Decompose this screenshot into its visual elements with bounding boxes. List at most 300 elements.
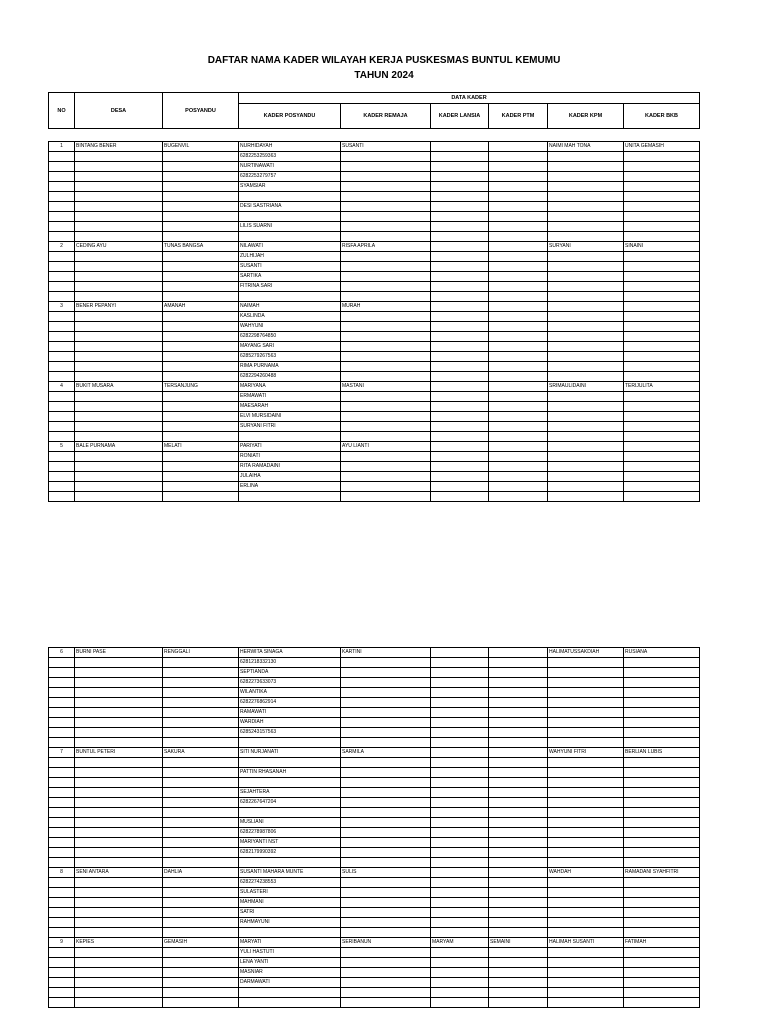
cell-kader-lansia [431, 302, 489, 312]
cell-kader-bkb [624, 152, 700, 162]
cell-kader-bkb [624, 838, 700, 848]
cell-kader-lansia [431, 878, 489, 888]
cell-kader-lansia [431, 222, 489, 232]
cell-kader-posyandu: NURHIDAYAH [239, 142, 341, 152]
cell-kader-lansia [431, 688, 489, 698]
cell-kader-kpm [548, 778, 624, 788]
cell-posyandu [163, 322, 239, 332]
cell-no [49, 918, 75, 928]
cell-kader-bkb [624, 292, 700, 302]
cell-kader-bkb [624, 412, 700, 422]
cell-desa [75, 392, 163, 402]
table-row [49, 878, 700, 888]
cell-desa [75, 818, 163, 828]
cell-kader-lansia [431, 998, 489, 1008]
cell-kader-bkb [624, 768, 700, 778]
cell-kader-bkb [624, 688, 700, 698]
cell-kader-ptm [489, 928, 548, 938]
cell-kader-ptm [489, 838, 548, 848]
cell-kader-ptm [489, 172, 548, 182]
cell-kader-bkb [624, 738, 700, 748]
cell-kader-ptm [489, 748, 548, 758]
cell-kader-kpm: NAIMI MAH TONA [548, 142, 624, 152]
table-row [49, 382, 700, 392]
cell-kader-kpm [548, 678, 624, 688]
table-row [49, 442, 700, 452]
cell-desa: BALE PURNAMA [75, 442, 163, 452]
cell-kader-lansia [431, 778, 489, 788]
cell-posyandu: RENGGALI [163, 648, 239, 658]
cell-kader-kpm [548, 302, 624, 312]
cell-kader-lansia [431, 322, 489, 332]
cell-posyandu: TERSANJUNG [163, 382, 239, 392]
cell-no [49, 332, 75, 342]
table-row [49, 162, 700, 172]
cell-posyandu [163, 252, 239, 262]
cell-kader-remaja [341, 392, 431, 402]
cell-kader-remaja [341, 738, 431, 748]
cell-kader-posyandu: 6282267647204 [239, 798, 341, 808]
cell-posyandu [163, 262, 239, 272]
kader-table-page1 [48, 141, 700, 502]
table-row [49, 978, 700, 988]
cell-kader-posyandu: 6282278987806 [239, 828, 341, 838]
cell-kader-posyandu: 6282179990392 [239, 848, 341, 858]
cell-posyandu [163, 928, 239, 938]
cell-kader-bkb [624, 202, 700, 212]
cell-kader-ptm [489, 152, 548, 162]
cell-kader-bkb [624, 222, 700, 232]
table-row [49, 768, 700, 778]
cell-kader-remaja: AYU LIANTI [341, 442, 431, 452]
cell-desa [75, 212, 163, 222]
cell-kader-lansia [431, 272, 489, 282]
cell-no [49, 668, 75, 678]
cell-kader-posyandu [239, 988, 341, 998]
cell-kader-ptm [489, 342, 548, 352]
table-row [49, 412, 700, 422]
cell-kader-ptm [489, 252, 548, 262]
cell-kader-ptm [489, 482, 548, 492]
cell-kader-kpm [548, 658, 624, 668]
cell-kader-lansia [431, 462, 489, 472]
cell-kader-posyandu: PARIYATI [239, 442, 341, 452]
cell-no [49, 272, 75, 282]
cell-kader-bkb [624, 878, 700, 888]
cell-desa [75, 918, 163, 928]
cell-kader-remaja [341, 412, 431, 422]
cell-desa [75, 472, 163, 482]
cell-posyandu [163, 768, 239, 778]
cell-kader-kpm [548, 888, 624, 898]
cell-kader-bkb [624, 848, 700, 858]
cell-desa: BUKIT MUSARA [75, 382, 163, 392]
cell-no [49, 342, 75, 352]
cell-kader-ptm [489, 372, 548, 382]
cell-kader-lansia [431, 192, 489, 202]
cell-kader-remaja [341, 232, 431, 242]
cell-kader-remaja: SUSANTI [341, 142, 431, 152]
cell-kader-ptm [489, 728, 548, 738]
cell-posyandu [163, 838, 239, 848]
cell-kader-remaja [341, 282, 431, 292]
cell-kader-remaja [341, 788, 431, 798]
cell-kader-bkb [624, 818, 700, 828]
cell-kader-ptm [489, 908, 548, 918]
cell-kader-posyandu [239, 232, 341, 242]
cell-posyandu [163, 212, 239, 222]
cell-kader-lansia [431, 918, 489, 928]
table-row [49, 392, 700, 402]
cell-kader-lansia [431, 798, 489, 808]
cell-kader-remaja [341, 998, 431, 1008]
cell-kader-remaja [341, 262, 431, 272]
cell-kader-kpm [548, 708, 624, 718]
cell-posyandu [163, 708, 239, 718]
table-row [49, 292, 700, 302]
cell-kader-ptm [489, 382, 548, 392]
cell-kader-lansia [431, 788, 489, 798]
cell-posyandu [163, 232, 239, 242]
cell-desa: CEDING AYU [75, 242, 163, 252]
cell-kader-posyandu: 6282294260488 [239, 372, 341, 382]
cell-posyandu: MELATI [163, 442, 239, 452]
cell-kader-bkb [624, 968, 700, 978]
cell-kader-posyandu: ZULHIJAH [239, 252, 341, 262]
cell-kader-ptm [489, 868, 548, 878]
cell-posyandu [163, 918, 239, 928]
cell-no [49, 182, 75, 192]
cell-kader-kpm [548, 898, 624, 908]
cell-kader-kpm [548, 482, 624, 492]
cell-kader-lansia [431, 968, 489, 978]
cell-posyandu [163, 272, 239, 282]
cell-desa [75, 828, 163, 838]
header-kader-remaja: KADER REMAJA [341, 104, 431, 129]
table-row [49, 918, 700, 928]
cell-kader-remaja [341, 928, 431, 938]
table-row [49, 938, 700, 948]
cell-posyandu [163, 332, 239, 342]
cell-kader-posyandu: MARIYANTI NST [239, 838, 341, 848]
cell-kader-posyandu: KASLINDA [239, 312, 341, 322]
cell-no [49, 412, 75, 422]
cell-desa [75, 958, 163, 968]
cell-kader-posyandu: SURYANI FITRI [239, 422, 341, 432]
cell-kader-remaja [341, 878, 431, 888]
cell-kader-bkb [624, 162, 700, 172]
cell-kader-remaja [341, 182, 431, 192]
table-row [49, 462, 700, 472]
cell-kader-remaja [341, 758, 431, 768]
cell-kader-posyandu [239, 492, 341, 502]
cell-no: 2 [49, 242, 75, 252]
cell-kader-ptm [489, 202, 548, 212]
cell-kader-kpm [548, 818, 624, 828]
cell-kader-ptm [489, 678, 548, 688]
cell-posyandu [163, 172, 239, 182]
cell-kader-ptm [489, 462, 548, 472]
cell-kader-remaja [341, 212, 431, 222]
cell-kader-ptm [489, 362, 548, 372]
cell-kader-posyandu: MARIYANA [239, 382, 341, 392]
header-data-kader: DATA KADER [239, 93, 700, 104]
cell-kader-remaja [341, 362, 431, 372]
cell-desa [75, 908, 163, 918]
cell-kader-bkb [624, 312, 700, 322]
header-kader-posyandu: KADER POSYANDU [239, 104, 341, 129]
cell-posyandu [163, 808, 239, 818]
cell-posyandu [163, 482, 239, 492]
cell-kader-bkb [624, 282, 700, 292]
cell-kader-ptm [489, 798, 548, 808]
cell-kader-lansia [431, 898, 489, 908]
cell-kader-bkb [624, 272, 700, 282]
kader-table-page2 [48, 647, 700, 1008]
cell-no [49, 432, 75, 442]
cell-desa [75, 998, 163, 1008]
document-year: TAHUN 2024 [354, 70, 414, 81]
cell-kader-posyandu: RITA RAMADAINI [239, 462, 341, 472]
cell-kader-kpm [548, 908, 624, 918]
cell-kader-bkb [624, 958, 700, 968]
cell-desa [75, 402, 163, 412]
cell-posyandu: DAHLIA [163, 868, 239, 878]
cell-no [49, 908, 75, 918]
cell-kader-ptm [489, 738, 548, 748]
table-row [49, 788, 700, 798]
table-row [49, 482, 700, 492]
cell-kader-bkb [624, 928, 700, 938]
cell-kader-lansia [431, 182, 489, 192]
cell-kader-remaja [341, 838, 431, 848]
table-row [49, 838, 700, 848]
cell-posyandu [163, 658, 239, 668]
cell-kader-lansia [431, 738, 489, 748]
cell-desa [75, 768, 163, 778]
cell-no [49, 838, 75, 848]
cell-kader-kpm [548, 948, 624, 958]
cell-kader-remaja [341, 462, 431, 472]
cell-no: 6 [49, 648, 75, 658]
cell-no [49, 978, 75, 988]
cell-no [49, 778, 75, 788]
cell-kader-kpm [548, 688, 624, 698]
cell-no [49, 282, 75, 292]
cell-kader-bkb [624, 948, 700, 958]
table-row [49, 322, 700, 332]
cell-kader-bkb [624, 998, 700, 1008]
cell-posyandu: BUGENVIL [163, 142, 239, 152]
table-row [49, 648, 700, 658]
cell-kader-bkb [624, 262, 700, 272]
cell-no [49, 392, 75, 402]
cell-kader-bkb [624, 988, 700, 998]
cell-kader-kpm [548, 392, 624, 402]
cell-kader-posyandu: DARMAWATI [239, 978, 341, 988]
cell-kader-posyandu: 6282274238553 [239, 878, 341, 888]
cell-kader-posyandu: LILIS SUARNI [239, 222, 341, 232]
cell-kader-posyandu [239, 858, 341, 868]
cell-kader-bkb [624, 422, 700, 432]
cell-desa: SENI ANTARA [75, 868, 163, 878]
cell-no [49, 828, 75, 838]
cell-kader-posyandu: SYAMSIAR [239, 182, 341, 192]
cell-kader-ptm [489, 322, 548, 332]
cell-kader-remaja [341, 322, 431, 332]
cell-kader-lansia [431, 948, 489, 958]
cell-desa [75, 492, 163, 502]
cell-kader-bkb: RUSIANA [624, 648, 700, 658]
cell-kader-bkb [624, 442, 700, 452]
cell-kader-lansia [431, 678, 489, 688]
cell-kader-remaja [341, 848, 431, 858]
cell-kader-kpm [548, 958, 624, 968]
cell-posyandu [163, 718, 239, 728]
cell-kader-remaja [341, 978, 431, 988]
cell-kader-lansia [431, 748, 489, 758]
cell-kader-ptm [489, 648, 548, 658]
cell-posyandu [163, 788, 239, 798]
table-row [49, 658, 700, 668]
cell-no [49, 202, 75, 212]
cell-no [49, 452, 75, 462]
cell-posyandu [163, 778, 239, 788]
cell-kader-lansia [431, 808, 489, 818]
cell-kader-bkb [624, 462, 700, 472]
cell-kader-ptm [489, 978, 548, 988]
cell-no [49, 698, 75, 708]
cell-kader-ptm [489, 828, 548, 838]
cell-kader-kpm [548, 462, 624, 472]
cell-kader-posyandu [239, 432, 341, 442]
cell-desa [75, 778, 163, 788]
cell-kader-remaja [341, 252, 431, 262]
cell-no [49, 898, 75, 908]
cell-kader-lansia [431, 908, 489, 918]
cell-no [49, 758, 75, 768]
cell-no [49, 232, 75, 242]
cell-no [49, 798, 75, 808]
cell-kader-kpm [548, 322, 624, 332]
cell-no [49, 738, 75, 748]
cell-kader-lansia [431, 728, 489, 738]
cell-no [49, 492, 75, 502]
cell-no [49, 162, 75, 172]
header-desa: DESA [75, 93, 163, 129]
cell-kader-lansia [431, 848, 489, 858]
cell-kader-bkb [624, 172, 700, 182]
cell-kader-bkb [624, 192, 700, 202]
cell-kader-posyandu: SUSANTI MAHARA MUNTE [239, 868, 341, 878]
cell-desa [75, 412, 163, 422]
cell-kader-posyandu: SULASTERI [239, 888, 341, 898]
cell-desa [75, 262, 163, 272]
cell-kader-ptm [489, 432, 548, 442]
cell-desa [75, 252, 163, 262]
table-row [49, 708, 700, 718]
cell-posyandu [163, 958, 239, 968]
cell-no [49, 192, 75, 202]
cell-posyandu [163, 342, 239, 352]
cell-kader-posyandu [239, 758, 341, 768]
cell-kader-ptm [489, 768, 548, 778]
cell-no [49, 848, 75, 858]
cell-kader-remaja [341, 918, 431, 928]
cell-no: 7 [49, 748, 75, 758]
cell-kader-bkb [624, 372, 700, 382]
cell-kader-ptm [489, 452, 548, 462]
cell-no [49, 678, 75, 688]
cell-no: 3 [49, 302, 75, 312]
cell-desa [75, 728, 163, 738]
cell-kader-kpm [548, 352, 624, 362]
cell-kader-kpm: HALIMAH SUSANTI [548, 938, 624, 948]
cell-kader-ptm [489, 878, 548, 888]
cell-kader-lansia [431, 432, 489, 442]
cell-no [49, 172, 75, 182]
table-row [49, 748, 700, 758]
cell-no [49, 788, 75, 798]
cell-kader-posyandu: HERWITA SINAGA [239, 648, 341, 658]
cell-desa [75, 162, 163, 172]
cell-kader-remaja [341, 402, 431, 412]
cell-desa [75, 688, 163, 698]
cell-kader-bkb [624, 658, 700, 668]
cell-kader-ptm [489, 958, 548, 968]
table-row [49, 432, 700, 442]
table-row [49, 908, 700, 918]
cell-desa [75, 758, 163, 768]
table-row [49, 262, 700, 272]
cell-desa [75, 798, 163, 808]
cell-kader-ptm [489, 888, 548, 898]
cell-posyandu [163, 988, 239, 998]
table-row [49, 232, 700, 242]
cell-kader-remaja [341, 332, 431, 342]
cell-kader-remaja [341, 432, 431, 442]
cell-desa: BINTANG BENER [75, 142, 163, 152]
cell-kader-kpm [548, 312, 624, 322]
cell-desa [75, 888, 163, 898]
cell-kader-ptm [489, 492, 548, 502]
cell-kader-kpm [548, 698, 624, 708]
cell-kader-lansia [431, 718, 489, 728]
cell-desa [75, 708, 163, 718]
cell-kader-ptm [489, 302, 548, 312]
cell-kader-kpm [548, 978, 624, 988]
cell-kader-posyandu: ELVI MURSIDAINI [239, 412, 341, 422]
cell-kader-remaja [341, 778, 431, 788]
cell-kader-ptm [489, 332, 548, 342]
cell-kader-lansia [431, 372, 489, 382]
cell-kader-ptm [489, 422, 548, 432]
table-row [49, 202, 700, 212]
cell-kader-remaja [341, 312, 431, 322]
cell-kader-remaja: SERIBANUN [341, 938, 431, 948]
cell-kader-remaja [341, 818, 431, 828]
cell-no [49, 252, 75, 262]
cell-kader-bkb [624, 758, 700, 768]
cell-posyandu [163, 968, 239, 978]
cell-kader-kpm [548, 988, 624, 998]
cell-desa [75, 432, 163, 442]
cell-desa [75, 462, 163, 472]
cell-kader-remaja [341, 698, 431, 708]
cell-kader-remaja [341, 808, 431, 818]
cell-kader-kpm [548, 272, 624, 282]
cell-kader-kpm [548, 342, 624, 352]
